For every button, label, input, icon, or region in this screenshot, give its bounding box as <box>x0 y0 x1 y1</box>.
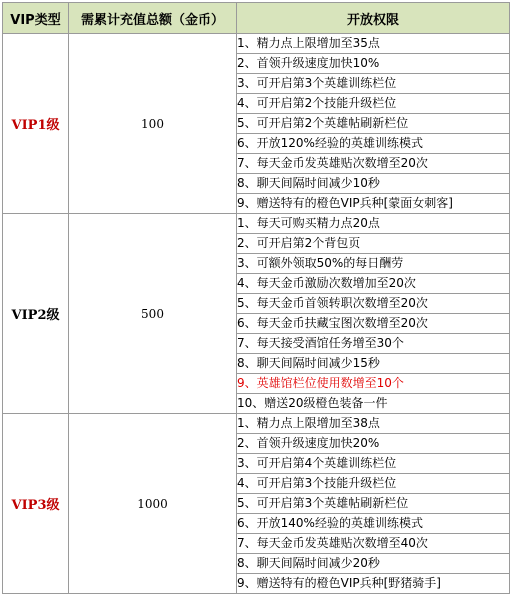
permission-item: 3、可开启第3个英雄训练栏位 <box>237 74 510 94</box>
permission-item: 7、每天金币发英雄贴次数增至20次 <box>237 154 510 174</box>
permission-item: 8、聊天间隔时间减少15秒 <box>237 354 510 374</box>
permission-item: 7、每天金币发英雄贴次数增至40次 <box>237 534 510 554</box>
permission-item: 4、可开启第3个技能升级栏位 <box>237 474 510 494</box>
permission-item: 6、开放140%经验的英雄训练模式 <box>237 514 510 534</box>
permission-item: 1、精力点上限增加至38点 <box>237 414 510 434</box>
permission-item: 10、赠送20级橙色装备一件 <box>237 394 510 414</box>
header-vip-type: VIP类型 <box>3 3 69 34</box>
permission-item: 2、首领升级速度加快20% <box>237 434 510 454</box>
vip-tier-name: VIP2级 <box>3 214 69 414</box>
table-row <box>3 34 510 54</box>
permission-item: 3、可额外领取50%的每日酬劳 <box>237 254 510 274</box>
permission-item: 2、可开启第2个背包页 <box>237 234 510 254</box>
recharge-amount: 100 <box>69 34 237 214</box>
permission-item: 2、首领升级速度加快10% <box>237 54 510 74</box>
permission-item: 6、开放120%经验的英雄训练模式 <box>237 134 510 154</box>
vip-tier-name: VIP1级 <box>3 34 69 214</box>
table-row <box>3 414 510 434</box>
permission-item: 5、可开启第2个英雄帖刷新栏位 <box>237 114 510 134</box>
permission-item: 4、每天金币激励次数增加至20次 <box>237 274 510 294</box>
permission-item: 5、每天金币首领转职次数增至20次 <box>237 294 510 314</box>
vip-privileges-table <box>2 2 510 594</box>
permission-item: 9、赠送特有的橙色VIP兵种[蒙面女刺客] <box>237 194 510 214</box>
header-recharge-total: 需累计充值总额（金币） <box>69 3 237 34</box>
table-body <box>3 34 510 594</box>
vip-tier-name: VIP3级 <box>3 414 69 594</box>
permission-item: 3、可开启第4个英雄训练栏位 <box>237 454 510 474</box>
permission-item: 5、可开启第3个英雄帖刷新栏位 <box>237 494 510 514</box>
permission-item: 1、精力点上限增加至35点 <box>237 34 510 54</box>
permission-item: 1、每天可购买精力点20点 <box>237 214 510 234</box>
recharge-amount: 500 <box>69 214 237 414</box>
recharge-amount: 1000 <box>69 414 237 594</box>
permission-item: 6、每天金币扶藏宝图次数增至20次 <box>237 314 510 334</box>
permission-item: 9、英雄馆栏位使用数增至10个 <box>237 374 510 394</box>
permission-item: 9、赠送特有的橙色VIP兵种[野猪骑手] <box>237 574 510 594</box>
permission-item: 8、聊天间隔时间减少20秒 <box>237 554 510 574</box>
header-permissions: 开放权限 <box>237 3 510 34</box>
header-row <box>3 3 510 34</box>
permission-item: 4、可开启第2个技能升级栏位 <box>237 94 510 114</box>
permission-item: 8、聊天间隔时间减少10秒 <box>237 174 510 194</box>
table-row <box>3 214 510 234</box>
permission-item: 7、每天接受酒馆任务增至30个 <box>237 334 510 354</box>
